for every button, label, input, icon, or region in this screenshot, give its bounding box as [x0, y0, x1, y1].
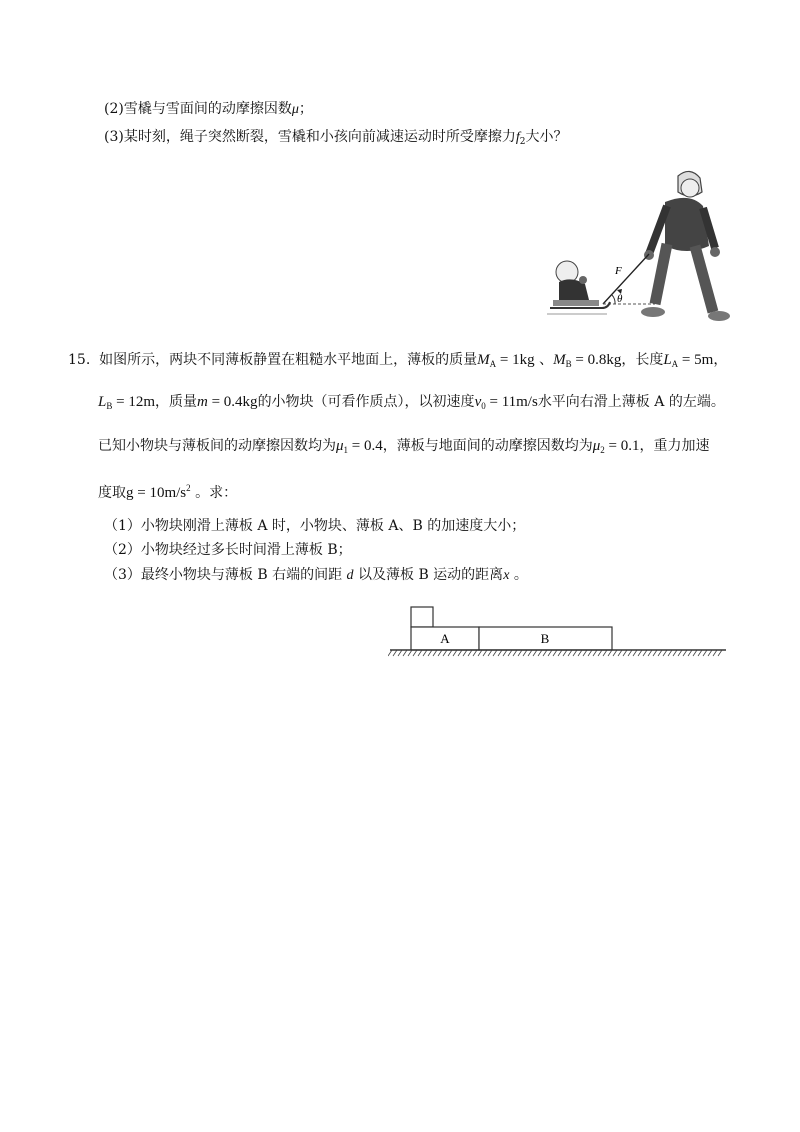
p15-text-2b: 的小物块（可看作质点），以初速度	[257, 394, 475, 410]
p15-text-3b: ，薄板与地面间的动摩擦因数均为	[382, 438, 593, 454]
adult-pulling-illustration	[641, 171, 730, 321]
mb-symbol: M	[553, 352, 566, 368]
la-symbol: L	[663, 352, 672, 368]
board-a-label: A	[440, 631, 450, 646]
p15-q2: （2）小物块经过多长时间滑上薄板 B；	[104, 542, 352, 558]
m-value: = 0.4kg	[207, 394, 258, 410]
mu2-sub: 2	[600, 445, 605, 455]
child-on-sled-illustration	[547, 261, 610, 314]
p15-q3-tail: 。	[509, 567, 528, 583]
p15-text-2c: 水平向右滑上薄板 A 的左端。	[537, 394, 725, 410]
prev-q3-tail: 大小？	[525, 129, 568, 145]
p15-text-3a: 已知小物块与薄板间的动摩擦因数均为	[98, 438, 336, 454]
prev-q2	[104, 99, 313, 120]
rope-line	[603, 254, 649, 304]
sep-2: ，长度	[621, 352, 664, 368]
p15-text-2a: ，质量	[155, 394, 197, 410]
formula-v0	[475, 394, 538, 410]
prev-q2-punct: ；	[298, 101, 313, 117]
formula-ma	[477, 352, 534, 368]
board-b-label: B	[540, 631, 550, 646]
p15-q1: （1）小物块刚滑上薄板 A 时，小物块、薄板 A、B 的加速度大小；	[104, 518, 526, 534]
lb-symbol: L	[98, 394, 107, 410]
mb-sub: B	[565, 359, 572, 369]
prev-q3	[104, 127, 567, 152]
mu1-symbol: μ	[336, 438, 344, 454]
prev-q2-text: (2)雪橇与雪面间的动摩擦因数	[104, 101, 292, 117]
formula-lb: $L_B = 12m$	[98, 394, 155, 411]
g-sup: 2	[186, 483, 191, 493]
ground-hatching	[388, 650, 722, 656]
p15-text-1: 如图所示，两块不同薄板静置在粗糙水平地面上，薄板的质量	[99, 352, 478, 368]
mu2-value: = 0.1	[604, 438, 640, 454]
f-symbol: f	[515, 130, 520, 145]
d-symbol: d	[346, 568, 354, 583]
p15-q3-text: （3）最终小物块与薄板 B 右端的间距	[104, 567, 347, 583]
formula-g	[126, 485, 191, 501]
p15-line1	[68, 350, 727, 374]
ma-symbol: M	[477, 352, 490, 368]
sled-figure	[545, 162, 730, 332]
sep-1: 、	[534, 352, 554, 368]
angle-arc	[612, 295, 615, 304]
la-value: = 5m	[678, 352, 714, 368]
formula-mu1	[336, 438, 383, 454]
g-expr: g = 10m/s	[126, 485, 187, 501]
formula-la	[663, 352, 713, 368]
problem-number: 15.	[68, 352, 91, 368]
p15-text-3c: ，重力加速	[639, 438, 710, 454]
p15-q3-mid: 以及薄板 B 运动的距离	[353, 567, 504, 583]
small-block	[411, 607, 433, 627]
f-subscript: 2	[519, 137, 526, 147]
mu1-sub: 1	[343, 445, 349, 455]
p15-line3	[98, 436, 710, 460]
formula-m	[197, 394, 258, 410]
ma-sub: A	[489, 359, 497, 369]
prev-q3-text: (3)某时刻，绳子突然断裂，雪橇和小孩向前减速运动时所受摩擦力	[104, 129, 516, 145]
mu1-value: = 0.4	[348, 438, 383, 454]
x-symbol: x	[503, 568, 510, 583]
formula-mu2	[593, 438, 640, 454]
board-figure	[388, 603, 728, 659]
p15-line2	[98, 392, 725, 416]
mu-symbol: μ	[291, 102, 299, 117]
mb-value: = 0.8kg	[571, 352, 622, 368]
sep-3: ，	[713, 352, 728, 368]
v0-symbol: v	[474, 394, 482, 410]
ma-value: = 1kg	[496, 352, 535, 368]
force-label: F	[615, 265, 622, 277]
m-symbol: m	[197, 394, 208, 410]
angle-label: θ	[617, 293, 623, 305]
formula-mb	[553, 352, 621, 368]
la-sub: A	[671, 359, 679, 369]
p15-text-4a: 度取	[98, 485, 126, 501]
lb-value: = 12m	[112, 394, 155, 410]
v0-value: = 11m/s	[485, 394, 538, 410]
mu2-symbol: μ	[592, 438, 601, 454]
p15-q3	[104, 565, 528, 586]
p15-line4	[98, 478, 237, 503]
v0-sub: 0	[481, 401, 486, 411]
p15-text-4b: 。求：	[190, 485, 238, 501]
